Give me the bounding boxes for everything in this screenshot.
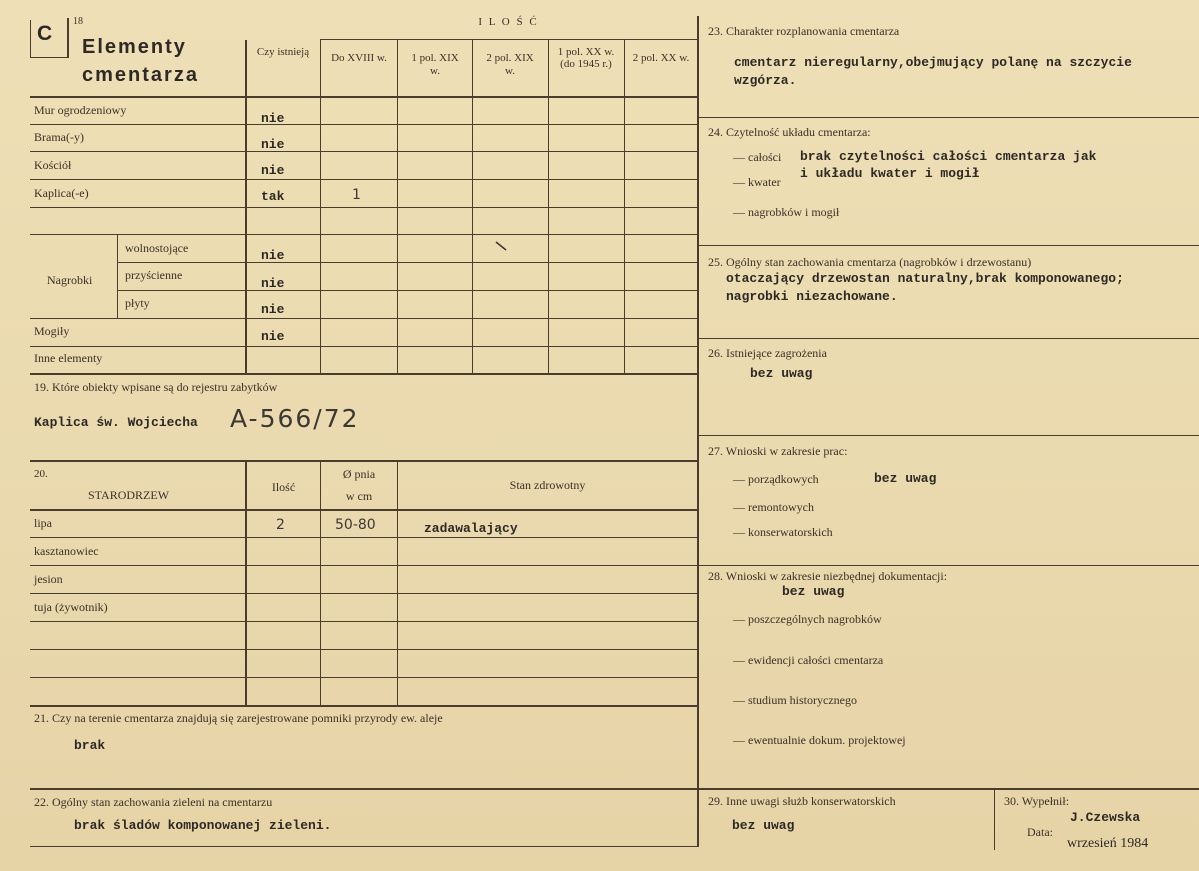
s24-item: — całości (733, 150, 782, 164)
s20-col-ilosc: Ilość (271, 480, 296, 494)
s27-item: — konserwatorskich (733, 525, 833, 539)
row-exists: nie (261, 111, 285, 126)
s30-date-label: Data: (1027, 825, 1053, 839)
nagrobki-row-label: wolnostojące (125, 241, 189, 255)
tree-name: kasztanowiec (34, 544, 99, 558)
s21-label: 21. Czy na terenie cmentarza znajdują się zarejestrowane pomniki przyrody ew. aleje (34, 711, 443, 725)
tree-qty: 2 (276, 517, 285, 533)
s19-register-no: A-566/72 (230, 404, 360, 433)
s24-label: 24. Czytelność układu cmentarza: (708, 125, 871, 139)
pen-mark (494, 240, 514, 256)
inne-label: Inne elementy (34, 351, 103, 365)
s19-value: Kaplica św. Wojciecha (34, 415, 198, 430)
col-2pol-xx-header: 2 pol. XX w. (632, 52, 690, 64)
s27-item: — remontowych (733, 500, 814, 514)
col-1pol-xx-header: 1 pol. XX w. (do 1945 r.) (557, 46, 615, 70)
s25-value-line2: nagrobki niezachowane. (726, 289, 898, 304)
s20-col-pnia: Ø pnia (342, 467, 376, 481)
col-2pol-xix-header: 2 pol. XIX w. (486, 52, 534, 77)
row-count: 1 (352, 187, 361, 203)
row-label: Kościół (34, 158, 72, 172)
s28-item: — ewidencji całości cmentarza (733, 653, 884, 667)
s28-item: — ewentualnie dokum. projektowej (733, 733, 906, 747)
s22-label: 22. Ogólny stan zachowania zieleni na cmentarzu (34, 795, 273, 809)
s20-col-stan: Stan zdrowotny (509, 478, 586, 492)
row-label: Kaplica(-e) (34, 186, 89, 200)
s24-value-line1: brak czytelności całości cmentarza jak (800, 149, 1097, 164)
row-label: Brama(-y) (34, 130, 84, 144)
s21-value: brak (74, 738, 106, 753)
nagrobki-row-exists: nie (261, 248, 285, 263)
row-exists: nie (261, 137, 285, 152)
s24-item: — kwater (733, 175, 781, 189)
s24-item: — nagrobków i mogił (733, 205, 840, 219)
s28-item: — studium historycznego (733, 693, 857, 707)
s27-item: — porządkowych (733, 472, 819, 486)
s19-label: 19. Które obiekty wpisane są do rejestru zabytków (34, 380, 278, 394)
s25-value-line1: otaczający drzewostan naturalny,brak komponowanego; (726, 271, 1124, 286)
s26-label: 26. Istniejące zagrożenia (708, 346, 827, 360)
section-title-line2: cmentarza (82, 64, 199, 86)
s25-label: 25. Ogólny stan zachowania cmentarza (nagrobków i drzewostanu) (708, 255, 1032, 269)
s28-label: 28. Wnioski w zakresie niezbędnej dokumentacji: (708, 569, 948, 583)
s20-title: STARODRZEW (88, 488, 170, 502)
section-number: 18 (73, 16, 83, 27)
row-exists: nie (261, 163, 285, 178)
tree-name: tuja (żywotnik) (34, 600, 108, 614)
s30-label: 30. Wypełnił: (1004, 794, 1070, 808)
s26-value: bez uwag (750, 366, 813, 381)
s28-value: bez uwag (782, 584, 845, 599)
tree-health: zadawalający (424, 521, 518, 536)
s29-value: bez uwag (732, 818, 795, 833)
s23-value-line1: cmentarz nieregularny,obejmujący polanę na szczycie (734, 55, 1132, 70)
nagrobki-row-label: przyścienne (125, 268, 183, 282)
s20-number: 20. (34, 468, 48, 480)
mogily-label: Mogiły (34, 324, 70, 338)
col-1pol-xix-header: 1 pol. XIX w. (411, 52, 459, 77)
section-title-line1: Elementy (82, 36, 187, 58)
s30-name: J.Czewska (1070, 810, 1141, 825)
nagrobki-row-exists: nie (261, 276, 285, 291)
s27-value: bez uwag (874, 471, 937, 486)
mogily-exists: nie (261, 329, 285, 344)
row-exists: tak (261, 189, 285, 204)
s23-value-line2: wzgórza. (734, 73, 797, 88)
tree-dia: 50-80 (335, 517, 376, 533)
s30-date: wrzesień 1984 (1067, 836, 1149, 851)
nagrobki-row-exists: nie (261, 302, 285, 317)
row-label: Mur ogrodzeniowy (34, 103, 127, 117)
nagrobki-label: Nagrobki (47, 273, 93, 287)
s23-label: 23. Charakter rozplanowania cmentarza (708, 24, 900, 38)
nagrobki-row-label: płyty (125, 296, 150, 310)
s22-value: brak śladów komponowanej zieleni. (74, 818, 332, 833)
s20-col-wcm: w cm (345, 489, 373, 503)
tree-name: jesion (34, 572, 63, 586)
col-do-xviii-header: Do XVIII w. (331, 52, 387, 64)
s28-item: — poszczególnych nagrobków (733, 612, 882, 626)
col-exists-header: Czy istnieją (256, 46, 310, 58)
s27-label: 27. Wnioski w zakresie prac: (708, 444, 848, 458)
s24-value-line2: i układu kwater i mogił (800, 166, 980, 181)
ilosc-header: I L O Ś Ć (478, 16, 539, 28)
s29-label: 29. Inne uwagi służb konserwatorskich (708, 794, 896, 808)
tree-name: lipa (34, 516, 52, 530)
section-letter: C (37, 22, 53, 45)
